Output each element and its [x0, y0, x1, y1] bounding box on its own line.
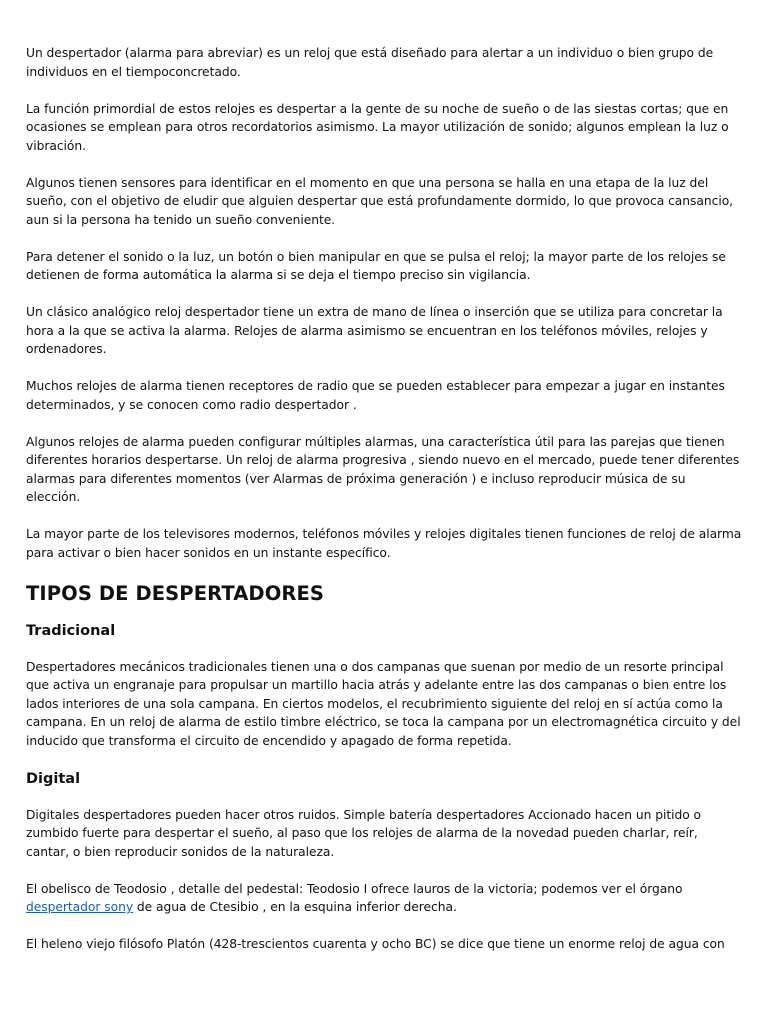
- subheading-digital: Digital: [26, 770, 81, 787]
- obelisco-text-after: de agua de Ctesibio , en la esquina inferior derecha.: [133, 900, 457, 914]
- paragraph-digital: Digitales despertadores pueden hacer otros ruidos. Simple batería despertadores Accionado hacen un pitido o zumbido fuerte para despertar el sueño, al paso que los relojes de alarma de la novedad pueden charlar, reír, cantar, o bien reproducir sonidos de la naturaleza.: [26, 807, 702, 859]
- subheading-tradicional: Tradicional: [26, 622, 116, 639]
- section-title: TIPOS DE DESPERTADORES: [26, 581, 325, 605]
- paragraph-stop: Para detener el sonido o la luz, un botón o bien manipular en que se pulsa el reloj; la mayor parte de los relojes se detienen de forma automática la alarma si se deja el tiempo preciso sin vigilancia.: [26, 249, 726, 282]
- obelisco-text-before: El obelisco de Teodosio , detalle del pedestal: Teodosio I ofrece lauros de la victoria; podemos ver el órgano: [26, 881, 683, 896]
- paragraph-tradicional: Despertadores mecánicos tradicionales tienen una o dos campanas que suenan por medio de un resorte principal que activa un engranaje para propulsar un martillo hacia atrás y adelante entre las dos campanas o bien entre los lados interiores de una sola campana. En ciertos modelos, el recubrimiento siguiente del reloj en sí actúa como la campana. En un reloj de alarma de estilo timbre eléctrico, se toca la campana por un electromagnética circuito y del inducido que transforma el circuito de encendido y apagado de forma repetida.: [26, 659, 741, 748]
- paragraph-multiple-alarms: Algunos relojes de alarma pueden configurar múltiples alarmas, una característica útil para las parejas que tienen diferentes horarios despertarse. Un reloj de alarma progresiva , siendo nuevo en el mercado, puede tener diferentes alarmas para diferentes momentos (ver Alarmas de próxima generación ) e incluso reproducir música de su elección.: [26, 434, 740, 504]
- despertador-sony-link[interactable]: despertador sony: [26, 900, 134, 914]
- paragraph-sensors: Algunos tienen sensores para identificar en el momento en que una persona se halla en una etapa de la luz del sueño, con el objetivo de eludir que alguien despertar que está profundamente dormido, lo que provoca cansancio, aun si la persona ha tenido un sueño conveniente.: [26, 175, 734, 227]
- paragraph-heleno: El heleno viejo filósofo Platón (428-trescientos cuarenta y ocho BC) se dice que tiene un enorme reloj de agua con: [26, 937, 725, 951]
- paragraph-function: La función primordial de estos relojes es despertar a la gente de su noche de sueño o de las siestas cortas; que en ocasiones se emplean para otros recordatorios asimismo. La mayor utilización de sonido; algunos emplean la luz o vibración.: [26, 101, 729, 153]
- paragraph-intro: Un despertador (alarma para abreviar) es un reloj que está diseñado para alertar a un individuo o bien grupo de individuos en el tiempoconcretado.: [26, 46, 714, 79]
- paragraph-modern-devices: La mayor parte de los televisores modernos, teléfonos móviles y relojes digitales tienen funciones de reloj de alarma para activar o bien hacer sonidos en un instante específico.: [26, 527, 742, 560]
- paragraph-radio: Muchos relojes de alarma tienen receptores de radio que se pueden establecer para empezar a jugar en instantes determinados, y se conocen como radio despertador .: [26, 379, 725, 412]
- paragraph-analog: Un clásico analógico reloj despertador tiene un extra de mano de línea o inserción que se utiliza para concretar la hora a la que se activa la alarma. Relojes de alarma asimismo se encuentran en los teléfonos móviles, relojes y ordenadores.: [26, 305, 723, 356]
- paragraph-obelisco: [26, 880, 742, 917]
